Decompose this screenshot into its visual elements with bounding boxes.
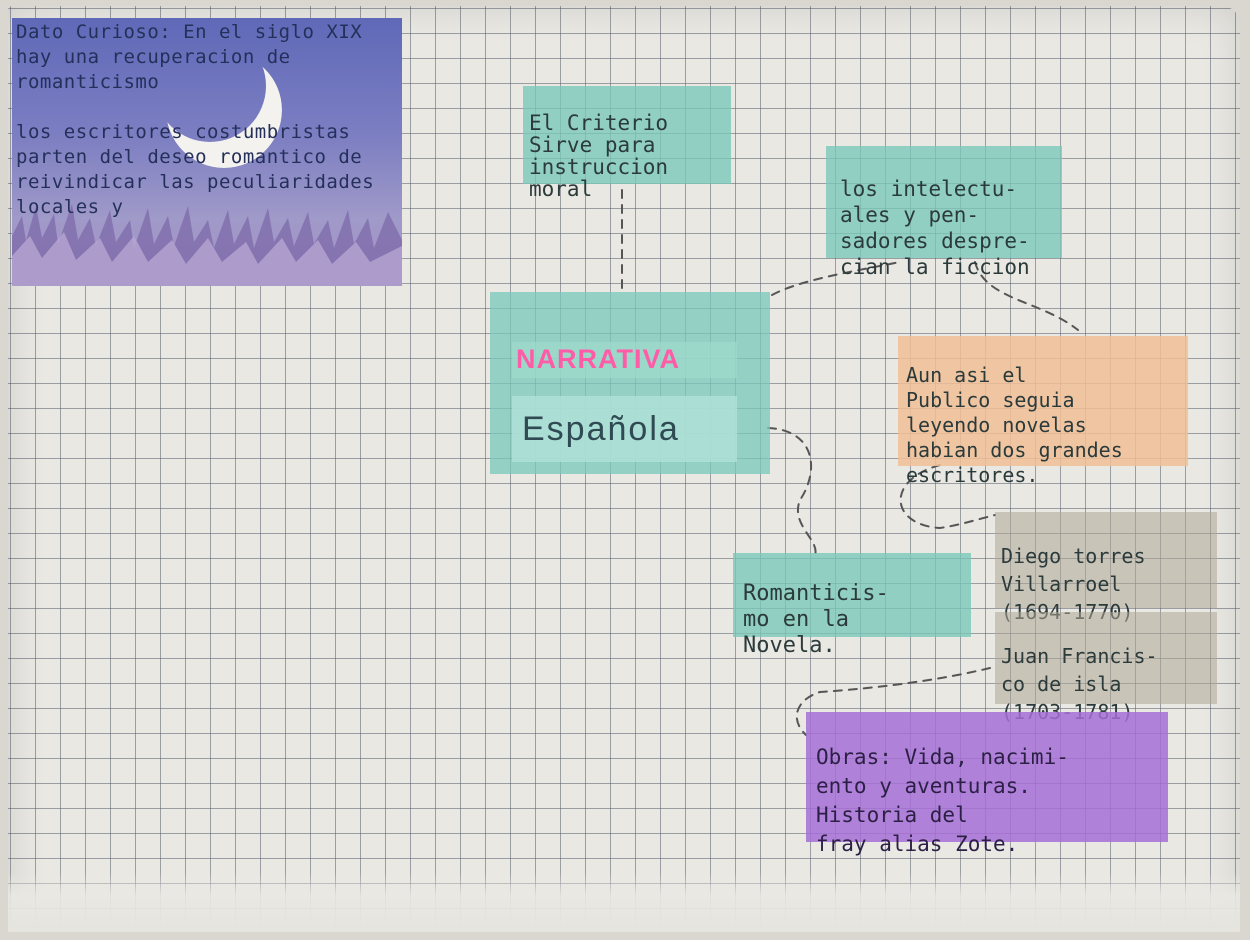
intelectuales-text: los intelectu- ales y pen- sadores despre- cian la ficcion: [840, 177, 1030, 279]
publico-text: Aun asi el Publico seguia leyendo novelas habian dos grandes escritores.: [906, 363, 1123, 487]
autor-torres-box: [995, 512, 1217, 608]
paper-bottom-edge: [8, 872, 1240, 932]
publico-box: [898, 336, 1188, 487]
connector-romanticismo: [768, 428, 816, 555]
central-topic-title: NARRATIVA: [516, 344, 680, 374]
central-topic-node: [490, 292, 770, 474]
autor-isla-box: [995, 612, 1217, 704]
autor-isla-text: Juan Francis- co de isla: [1001, 644, 1158, 696]
dato-curioso-note: [12, 18, 402, 286]
obras-box: [806, 712, 1168, 856]
obras-text: Obras: Vida, nacimi- ento y aventuras. Historia del fray alias Zote.: [816, 745, 1069, 856]
criterio-text: El Criterio Sirve para instruccion moral: [529, 111, 669, 201]
criterio-box: [523, 86, 731, 201]
romanticismo-box: [733, 553, 971, 658]
dato-curioso-text: Dato Curioso: En el siglo XIX hay una recuperacion de romanticismo los escritores costumbristas parten del deseo romantico de reivindicar las peculiaridades locales y: [16, 21, 375, 218]
autor-torres-text: Diego torres Villarroel: [1001, 544, 1146, 596]
intelectuales-box: [826, 146, 1062, 279]
central-topic-subtitle: Española: [522, 410, 680, 448]
romanticismo-text: Romanticis- mo en la Novela.: [743, 581, 889, 658]
